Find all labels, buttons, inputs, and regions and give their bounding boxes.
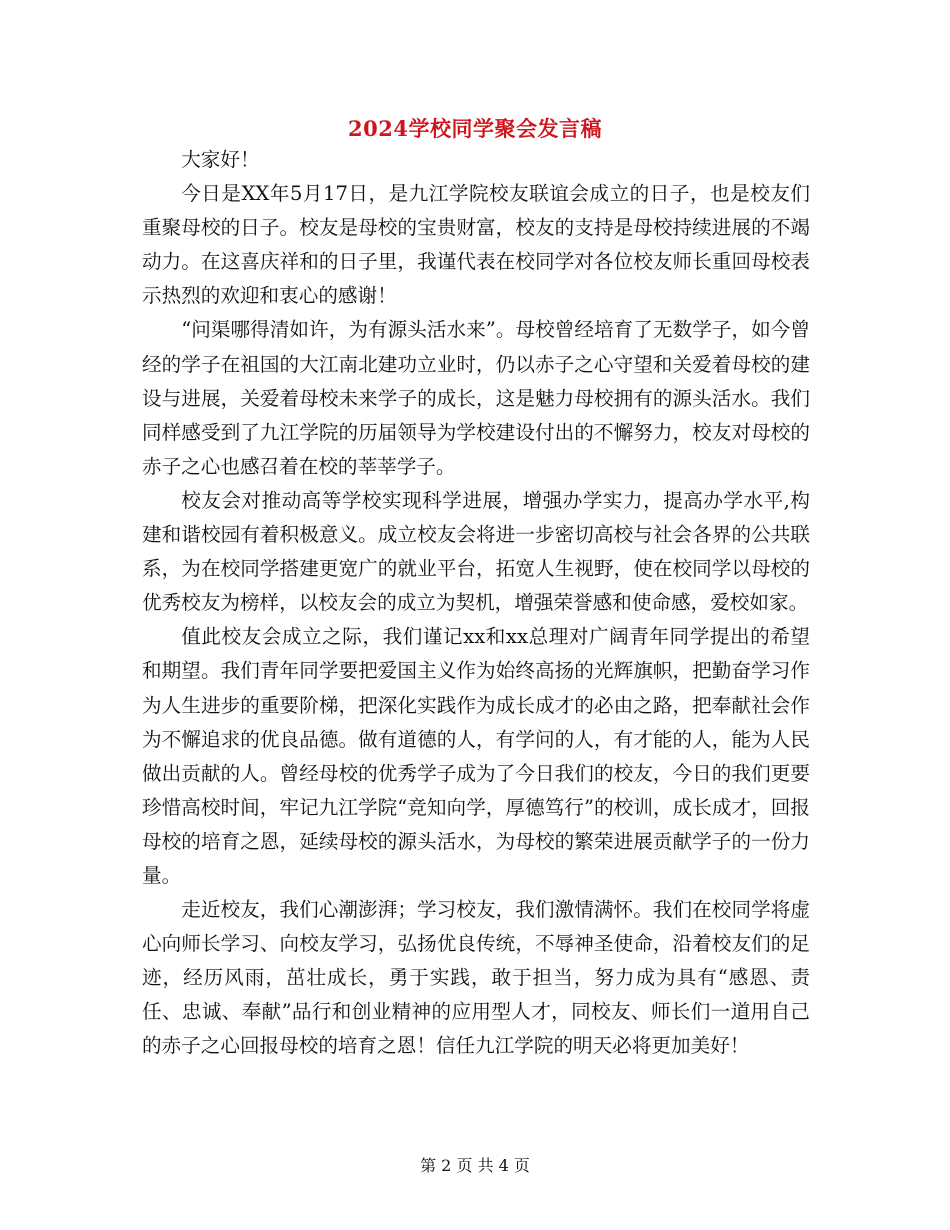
document-body — [142, 143, 810, 1064]
paragraph-4: 值此校友会成立之际，我们谨记xx和xx总理对广阔青年同学提出的希望和期望。我们青年同学要把爱国主义作为始终高扬的光辉旗帜，把勤奋学习作为人生进步的重要阶梯，把深化实践作为成长成才的必由之路，把奉献社会作为不懈追求的优良品德。做有道德的人，有学问的人，有才能的人，能为人民做出贡献的人。曾经母校的优秀学子成为了今日我们的校友，今日的我们更要珍惜高校时间，牢记九江学院“竞知向学，厚德笃行”的校训，成长成才，回报母校的培育之恩，延续母校的源头活水，为母校的繁荣进展贡献学子的一份力量。 — [142, 625, 810, 887]
paragraph-3: 校友会对推动高等学校实现科学进展，增强办学实力，提高办学水平,构建和谐校园有着积极意义。成立校友会将进一步密切高校与社会各界的公共联系，为在校同学搭建更宽广的就业平台，拓宽人生视野，使在校同学以母校的优秀校友为榜样，以校友会的成立为契机，增强荣誉感和使命感，爱校如家。 — [142, 488, 810, 615]
page-number-footer: 第 2 页 共 4 页 — [420, 1156, 530, 1175]
paragraph-2: “问渠哪得清如许，为有源头活水来”。母校曾经培育了无数学子，如今曾经的学子在祖国的大江南北建功立业时，仍以赤子之心守望和关爱着母校的建设与进展，关爱着母校未来学子的成长，这是魅力母校拥有的源头活水。我们同样感受到了九江学院的历届领导为学校建设付出的不懈努力，校友对母校的赤子之心也感召着在校的莘莘学子。 — [142, 318, 810, 478]
paragraph-1: 今日是XX年5月17日，是九江学院校友联谊会成立的日子，也是校友们重聚母校的日子。校友是母校的宝贵财富，校友的支持是母校持续进展的不竭动力。在这喜庆祥和的日子里，我谨代表在校同学对各位校友师长重回母校表示热烈的欢迎和衷心的感谢！ — [142, 182, 810, 308]
paragraph-5: 走近校友，我们心潮澎湃；学习校友，我们激情满怀。我们在校同学将虚心向师长学习、向校友学习，弘扬优良传统，不辱神圣使命，沿着校友们的足迹，经历风雨，茁壮成长，勇于实践，敢于担当，努力成为具有“感恩、责任、忠诚、奉献”品行和创业精神的应用型人才，同校友、师长们一道用自己的赤子之心回报母校的培育之恩！信任九江学院的明天必将更加美好！ — [142, 898, 810, 1058]
document-title: 2024学校同学聚会发言稿 — [348, 116, 602, 141]
greeting-paragraph: 大家好！ — [181, 148, 260, 171]
